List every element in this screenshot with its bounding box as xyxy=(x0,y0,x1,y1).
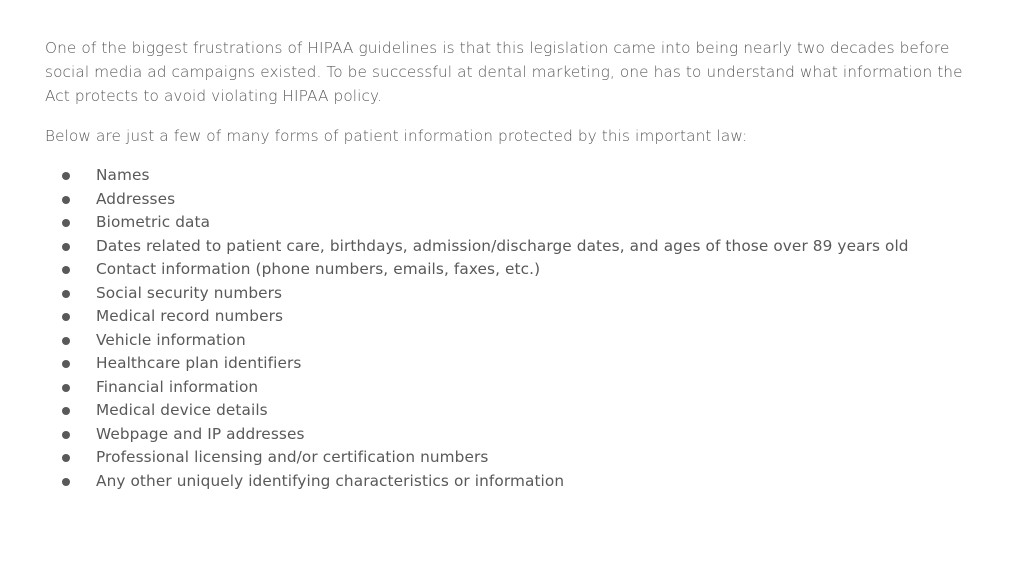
bullet-icon xyxy=(62,454,70,462)
list-item-text: Biometric data xyxy=(96,213,211,231)
list-item xyxy=(45,470,985,494)
document-page xyxy=(45,36,985,493)
list-item-text: Vehicle information xyxy=(96,330,246,349)
list-item-text: Professional licensing and/or certification numbers xyxy=(96,448,489,466)
bullet-icon xyxy=(62,384,70,392)
bullet-icon xyxy=(62,360,70,368)
list-item xyxy=(45,399,985,423)
list-item-text: Social security numbers xyxy=(96,283,283,302)
bullet-icon xyxy=(62,266,70,274)
list-item-text: Medical device details xyxy=(96,401,268,419)
list-item xyxy=(45,329,985,353)
list-item xyxy=(45,235,985,259)
list-item-text: Healthcare plan identifiers xyxy=(96,354,302,372)
list-item-text: Names xyxy=(96,166,150,184)
list-item xyxy=(45,282,985,306)
bullet-icon xyxy=(62,243,70,251)
list-item-text: Addresses xyxy=(96,189,176,208)
bullet-icon xyxy=(62,219,70,227)
list-item xyxy=(45,188,985,212)
intro-paragraph: One of the biggest frustrations of HIPAA guidelines is that this legislation came into being nearly two decades before social media ad campaigns existed. To be successful at dental marketing, one has to understand what information the Act protects to avoid violating HIPAA policy. xyxy=(45,39,963,105)
bullet-icon xyxy=(62,196,70,204)
list-item-text: Dates related to patient care, birthdays, admission/discharge dates, and ages of those over 89 years old xyxy=(96,236,909,255)
bullet-icon xyxy=(62,313,70,321)
bullet-icon xyxy=(62,431,70,439)
list-item xyxy=(45,305,985,329)
list-item-text: Webpage and IP addresses xyxy=(96,424,305,443)
list-item xyxy=(45,258,985,282)
list-item xyxy=(45,211,985,235)
list-item xyxy=(45,423,985,447)
list-item xyxy=(45,164,985,188)
list-item xyxy=(45,376,985,400)
list-item-text: Financial information xyxy=(96,377,259,396)
list-item-text: Any other uniquely identifying characteristics or information xyxy=(96,471,565,490)
bullet-icon xyxy=(62,337,70,345)
protected-info-list xyxy=(45,164,985,493)
list-item-text: Contact information (phone numbers, emails, faxes, etc.) xyxy=(96,260,541,278)
bullet-icon xyxy=(62,407,70,415)
bullet-icon xyxy=(62,172,70,180)
bullet-icon xyxy=(62,290,70,298)
bullet-icon xyxy=(62,478,70,486)
list-item-text: Medical record numbers xyxy=(96,307,284,325)
list-intro-paragraph: Below are just a few of many forms of patient information protected by this important law: xyxy=(45,127,748,145)
list-item xyxy=(45,446,985,470)
list-item xyxy=(45,352,985,376)
